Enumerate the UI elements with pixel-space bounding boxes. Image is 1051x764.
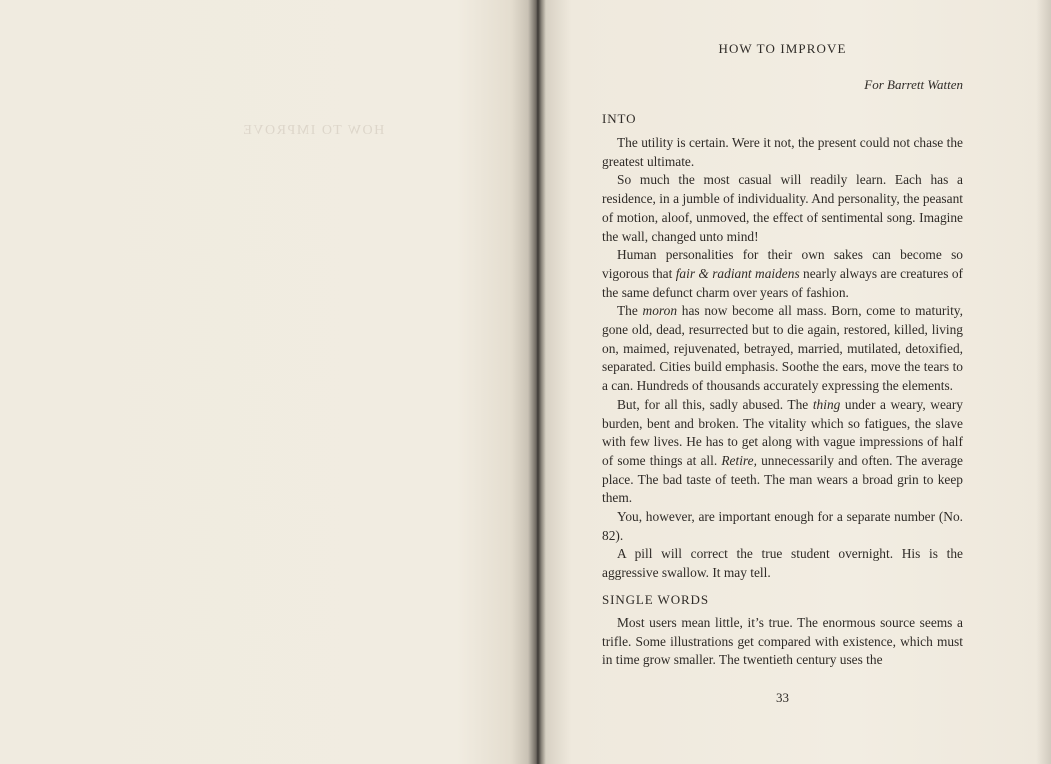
text-run: A pill will correct the true student overnight. His is the aggressive swallow. It may tell. xyxy=(602,546,963,581)
book-gutter xyxy=(528,0,546,764)
text-run: Most users mean little, it’s true. The enormous source seems a trifle. Some illustrations get compared with existence, which must in time grow smaller. The twentieth century uses the xyxy=(602,615,963,668)
text-run: But, for all this, sadly abused. The xyxy=(617,396,813,412)
section-heading-single-words: SINGLE WORDS xyxy=(602,592,709,607)
section-into-body xyxy=(602,134,963,583)
left-page-show-through-title: HOW TO IMPROVE xyxy=(241,123,385,138)
page-edge-shadow xyxy=(1036,0,1051,764)
paragraph xyxy=(602,134,963,171)
paragraph xyxy=(602,302,963,396)
running-head: HOW TO IMPROVE xyxy=(718,41,847,56)
paragraph xyxy=(602,171,963,246)
paragraph xyxy=(602,614,963,670)
italic-word: thing xyxy=(812,396,841,412)
paragraph xyxy=(602,396,963,508)
text-run: You, however, are important enough for a separate number (No. 82). xyxy=(602,509,963,543)
text-run: Human personalities for their own sakes can become so vigorous that xyxy=(602,247,963,281)
paragraph xyxy=(602,545,963,582)
page-number: 33 xyxy=(776,690,789,705)
text-run: The utility is certain. Were it not, the present could not chase the greatest ultimate. xyxy=(602,135,963,169)
text-run: So much the most casual will readily learn. Each has a residence, in a jumble of individuality. And personality, the peasant of motion, aloof, unmoved, the effect of sentimental song. Imagine the wall, changed unto mind! xyxy=(602,172,963,244)
text-run: unnecessarily and often. The average place. The bad taste of teeth. The man wears a broad grin to keep them. xyxy=(602,452,964,506)
italic-word: Retire, xyxy=(721,452,757,468)
section-single-words-body xyxy=(602,614,963,670)
text-run: under a weary, weary burden, bent and broken. The vitality which so fatigues, the slave with few lives. He has to get along with vague impressions of half of some things at all. xyxy=(602,396,963,468)
paragraph xyxy=(602,246,963,302)
text-run: The xyxy=(617,303,643,319)
section-heading-into: INTO xyxy=(602,111,637,126)
text-run: nearly always are creatures of the same defunct charm over years of fashion. xyxy=(602,265,963,300)
italic-word: moron xyxy=(642,303,678,319)
text-run: has now become all mass. Born, come to maturity, gone old, dead, resurrected but to die again, restored, killed, living on, maimed, rejuvenated, betrayed, married, mutilated, detoxified, separated. Cities build emphasis. Soothe the ears, move the tears to a can. Hundreds of thousands accurately expressing the elements. xyxy=(602,303,963,394)
paragraph xyxy=(602,508,963,545)
italic-phrase: fair & radiant maidens xyxy=(675,265,800,281)
dedication: For Barrett Watten xyxy=(864,77,963,92)
